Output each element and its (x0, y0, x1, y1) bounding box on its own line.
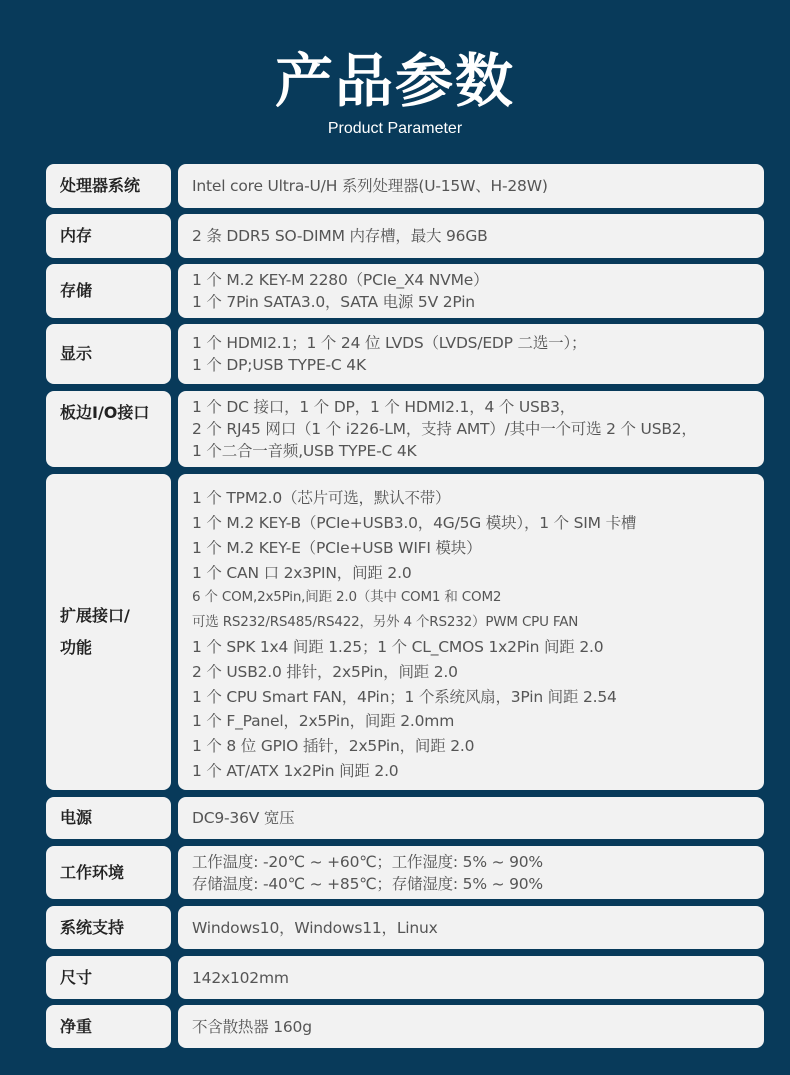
spec-row-io (46, 391, 764, 467)
spec-value (178, 214, 764, 258)
spec-row-memory (46, 214, 764, 258)
spec-label: 存储 (46, 264, 171, 318)
spec-row-expansion (46, 474, 764, 790)
spec-value (178, 264, 764, 318)
spec-label-line: 功能 (60, 638, 93, 657)
spec-value-line: 1 个 M.2 KEY-B（PCIe+USB3.0，4G/5G 模块），1 个 SIM 卡槽 (192, 514, 637, 533)
spec-value (178, 164, 764, 208)
spec-value-line: 工作温度: -20℃ ~ +60℃；工作湿度: 5% ~ 90% (192, 852, 543, 871)
spec-label: 净重 (46, 1005, 171, 1048)
spec-value (178, 797, 764, 839)
spec-value-line: 2 个 USB2.0 排针，2x5Pin，间距 2.0 (192, 662, 458, 681)
spec-row-size (46, 956, 764, 999)
spec-value-line: 6 个 COM,2x5Pin,间距 2.0（其中 COM1 和 COM2 (192, 589, 502, 606)
spec-value-line: 1 个 8 位 GPIO 插针，2x5Pin，间距 2.0 (192, 737, 475, 756)
spec-value (178, 956, 764, 999)
spec-value-line: 1 个 DC 接口，1 个 DP，1 个 HDMI2.1，4 个 USB3， (192, 398, 576, 416)
page-subtitle: Product Parameter (327, 120, 463, 137)
spec-value-line: 1 个 CPU Smart FAN，4Pin；1 个系统风扇，3Pin 间距 2.54 (192, 687, 617, 706)
spec-value (178, 391, 764, 467)
spec-value-line: 可选 RS232/RS485/RS422，另外 4 个RS232）PWM CPU FAN (192, 614, 579, 631)
spec-value-line: 1 个 TPM2.0（芯片可选，默认不带） (192, 489, 451, 508)
spec-value-line: DC9-36V 宽压 (192, 809, 295, 827)
spec-label: 工作环境 (46, 846, 171, 899)
spec-label: 尺寸 (46, 956, 171, 999)
spec-value-line: Intel core Ultra-U/H 系列处理器(U-15W、H-28W) (192, 177, 548, 195)
spec-row-processor (46, 164, 764, 208)
spec-label: 电源 (46, 797, 171, 839)
spec-value-line: Windows10，Windows11，Linux (192, 918, 438, 937)
spec-value-line: 不含散热器 160g (192, 1017, 312, 1036)
spec-value-line: 1 个 HDMI2.1；1 个 24 位 LVDS（LVDS/EDP 二选一）； (192, 334, 587, 352)
spec-row-os (46, 906, 764, 949)
spec-label: 显示 (46, 324, 171, 384)
spec-value (178, 906, 764, 949)
spec-value-line: 1 个 M.2 KEY-M 2280（PCIe_X4 NVMe） (192, 271, 489, 289)
page-title: 产品参数 (274, 47, 515, 115)
spec-label: 处理器系统 (46, 164, 171, 208)
spec-label: 系统支持 (46, 906, 171, 949)
spec-row-display (46, 324, 764, 384)
spec-value-line: 1 个 CAN 口 2x3PIN，间距 2.0 (192, 563, 412, 582)
spec-value (178, 1005, 764, 1048)
spec-row-power (46, 797, 764, 839)
spec-value (178, 846, 764, 899)
spec-value-line: 存储温度: -40℃ ~ +85℃；存储湿度: 5% ~ 90% (192, 874, 543, 893)
spec-value-line: 1 个 M.2 KEY-E（PCIe+USB WIFI 模块） (192, 538, 482, 557)
spec-label: 板边I/O接口 (46, 391, 171, 467)
spec-row-environment (46, 846, 764, 899)
spec-value (178, 474, 764, 790)
page-header (0, 0, 790, 150)
spec-label (46, 474, 171, 790)
spec-value-line: 1 个 DP;USB TYPE-C 4K (192, 356, 366, 374)
spec-label: 内存 (46, 214, 171, 258)
spec-value-line: 1 个 F_Panel，2x5Pin，间距 2.0mm (192, 712, 455, 731)
spec-value-line: 1 个二合一音频,USB TYPE-C 4K (192, 442, 417, 460)
spec-value-line: 2 个 RJ45 网口（1 个 i226-LM，支持 AMT）/其中一个可选 2 个 USB2， (192, 420, 697, 438)
spec-value-line: 1 个 SPK 1x4 间距 1.25；1 个 CL_CMOS 1x2Pin 间距 2.0 (192, 638, 604, 656)
spec-value (178, 324, 764, 384)
spec-row-storage (46, 264, 764, 318)
spec-value-line: 142x102mm (192, 968, 289, 987)
spec-value-line: 2 条 DDR5 SO-DIMM 内存槽，最大 96GB (192, 227, 488, 245)
spec-value-line: 1 个 AT/ATX 1x2Pin 间距 2.0 (192, 761, 399, 780)
spec-row-weight (46, 1005, 764, 1048)
spec-label-line: 扩展接口/ (60, 606, 130, 625)
spec-value-line: 1 个 7Pin SATA3.0，SATA 电源 5V 2Pin (192, 293, 475, 311)
